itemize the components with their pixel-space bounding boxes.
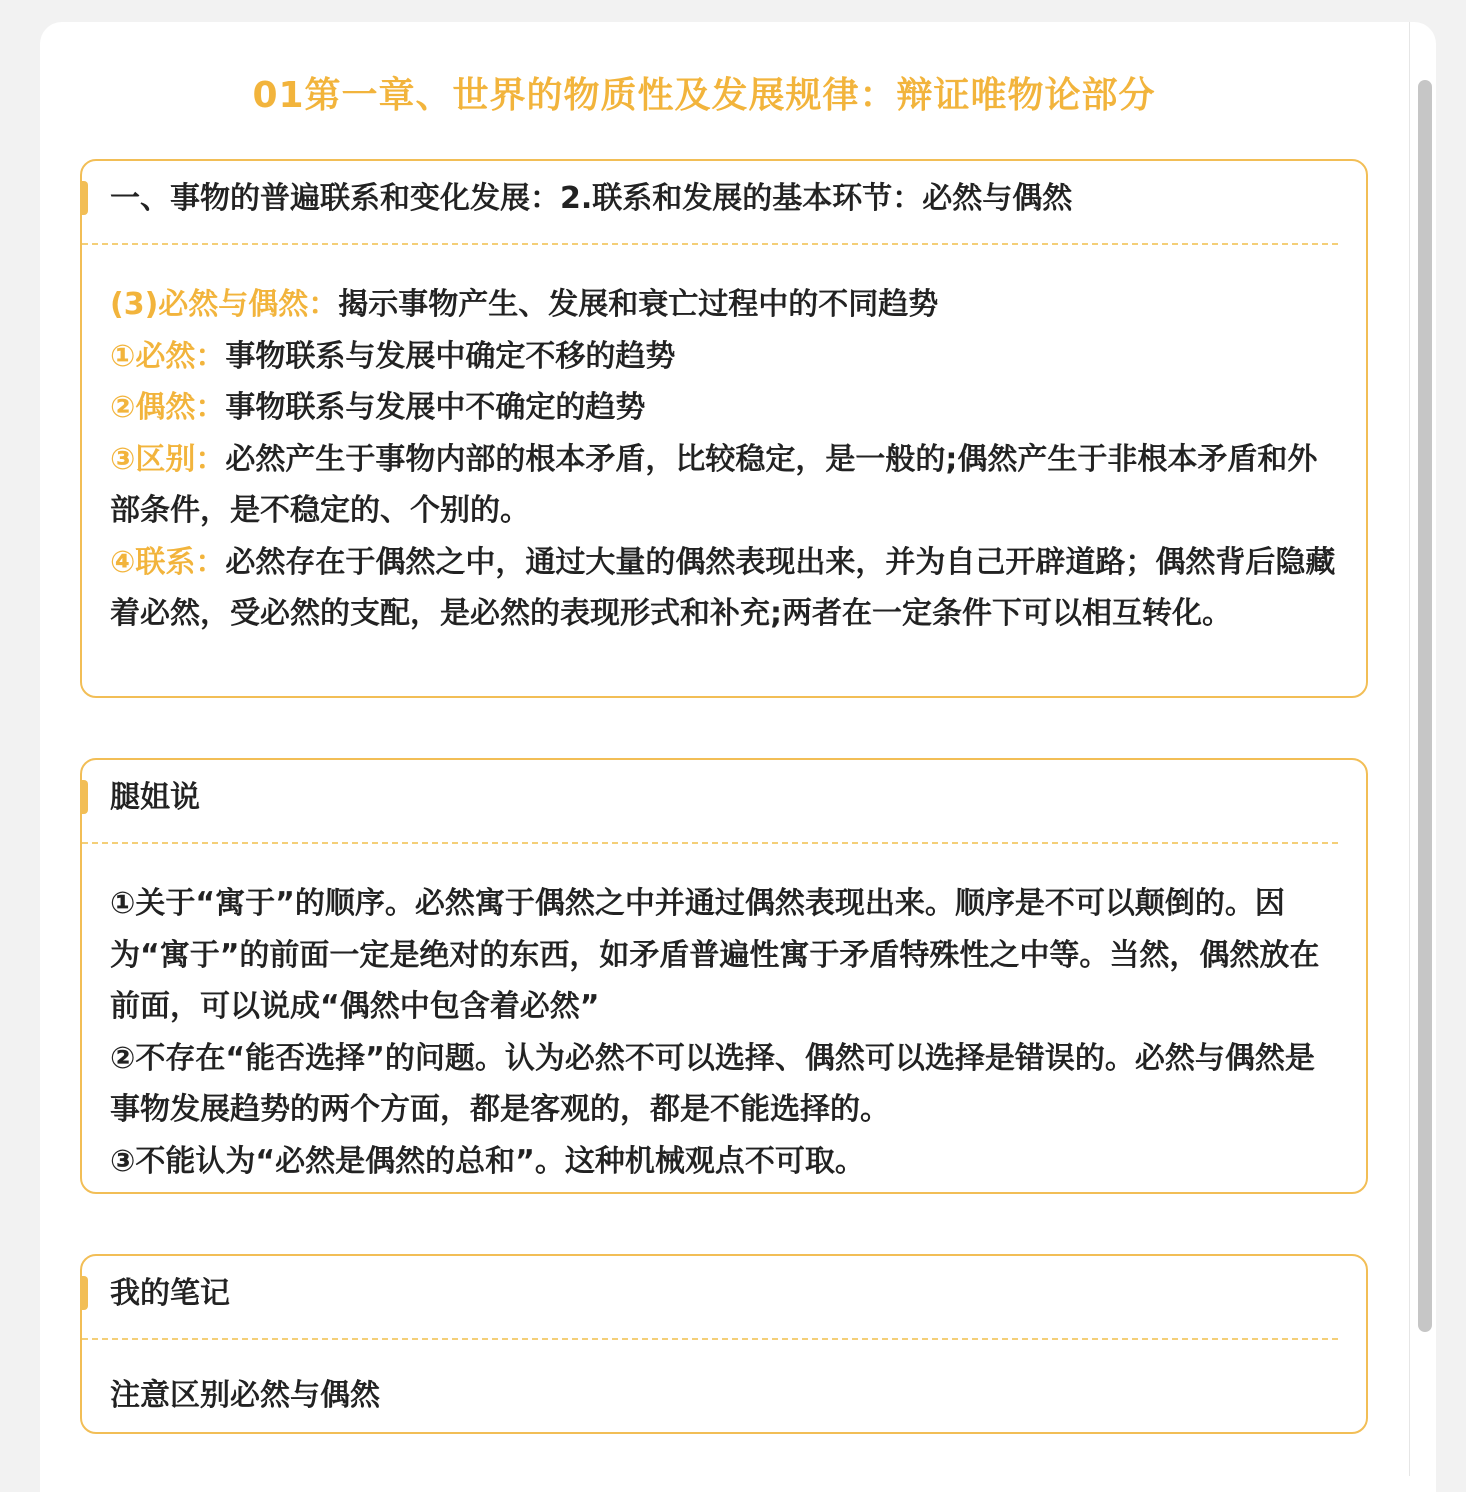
paragraph: ①关于“寓于”的顺序。必然寓于偶然之中并通过偶然表现出来。顺序是不可以颠倒的。因为“寓于”的前面一定是绝对的东西，如矛盾普遍性寓于矛盾特殊性之中等。当然，偶然放在前面，可以说成“偶然中包含着必然” xyxy=(110,886,1320,1024)
card-content xyxy=(82,844,1366,1187)
item-label: ④联系： xyxy=(110,544,226,580)
card-title: 一、事物的普遍联系和变化发展：2.联系和发展的基本环节：必然与偶然 xyxy=(110,181,1073,216)
card-title: 腿姐说 xyxy=(110,780,200,815)
item-label: (3)必然与偶然： xyxy=(110,287,339,322)
item-label: ②偶然： xyxy=(110,390,226,425)
knowledge-card xyxy=(80,159,1368,698)
scrollbar-thumb[interactable] xyxy=(1418,80,1432,1332)
item-label: ③区别： xyxy=(110,441,226,477)
list-item xyxy=(110,382,1338,434)
card-title: 我的笔记 xyxy=(110,1276,230,1311)
paragraph: ③不能认为“必然是偶然的总和”。这种机械观点不可取。 xyxy=(110,1143,865,1179)
list-item xyxy=(110,434,1338,537)
scrollbar-track[interactable] xyxy=(1409,22,1410,1476)
list-item xyxy=(110,279,1338,331)
header-accent-bar xyxy=(80,1276,88,1310)
item-text: 必然产生于事物内部的根本矛盾，比较稳定，是一般的;偶然产生于非根本矛盾和外部条件，是不稳定的、个别的。 xyxy=(110,441,1318,528)
card-content[interactable] xyxy=(82,1340,1366,1422)
item-text: 必然存在于偶然之中，通过大量的偶然表现出来，并为自己开辟道路；偶然背后隐藏着必然，受必然的支配，是必然的表现形式和补充;两者在一定条件下可以相互转化。 xyxy=(110,544,1336,631)
header-accent-bar xyxy=(80,780,88,814)
item-label: ①必然： xyxy=(110,338,226,374)
notes-card xyxy=(80,1254,1368,1434)
paragraph: ②不存在“能否选择”的问题。认为必然不可以选择、偶然可以选择是错误的。必然与偶然是事物发展趋势的两个方面，都是客观的，都是不能选择的。 xyxy=(110,1040,1315,1127)
item-text: 事物联系与发展中确定不移的趋势 xyxy=(225,338,676,374)
note-text[interactable]: 注意区别必然与偶然 xyxy=(110,1378,380,1413)
card-header xyxy=(82,161,1338,245)
list-item xyxy=(110,537,1338,640)
list-item xyxy=(110,331,1338,383)
page-title: 01第一章、世界的物质性及发展规律：辩证唯物论部分 xyxy=(252,75,1156,116)
header-accent-bar xyxy=(80,181,88,215)
card-content xyxy=(82,245,1366,640)
card-header xyxy=(82,1256,1338,1340)
item-text: 事物联系与发展中不确定的趋势 xyxy=(225,390,646,425)
item-text: 揭示事物产生、发展和衰亡过程中的不同趋势 xyxy=(338,287,939,322)
card-header xyxy=(82,760,1338,844)
tips-card xyxy=(80,758,1368,1194)
